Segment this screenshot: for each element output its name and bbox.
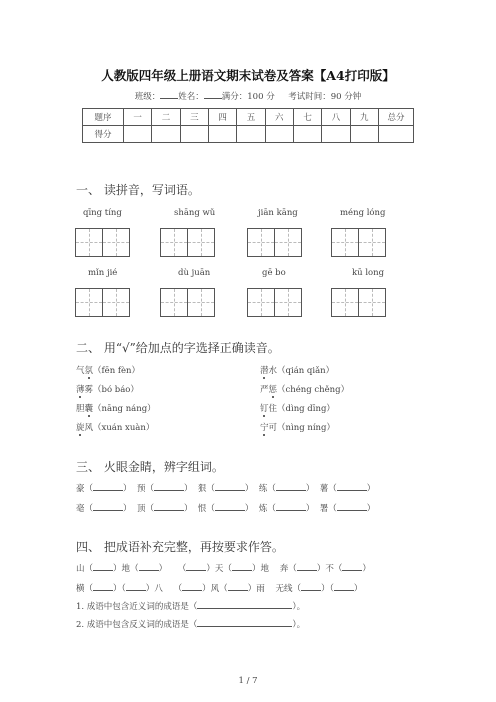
score-header-cell: 二 xyxy=(152,109,180,126)
answer-blank[interactable] xyxy=(334,582,354,591)
answer-blank[interactable] xyxy=(186,562,206,571)
question-text: 2. 成语中包含反义词的成语是 xyxy=(76,620,189,630)
char: 天 xyxy=(214,564,224,574)
answer-blank[interactable] xyxy=(301,582,321,591)
page-title: 人教版四年级上册语文期末试卷及答案【A4打印版】 xyxy=(101,68,395,83)
answer-blank[interactable] xyxy=(93,482,123,491)
reading-choice[interactable] xyxy=(76,402,156,414)
char: 薯 xyxy=(319,484,329,494)
full-score: 满分：100 分 xyxy=(221,92,275,102)
char: 恨 xyxy=(197,504,207,514)
writing-grid[interactable] xyxy=(75,288,130,317)
reading-options: （chéng chěng） xyxy=(277,385,350,395)
idiom-row: 山（ ）地（ ） （ ）天（ ）地 奔（ ）不（ ） xyxy=(76,564,371,574)
answer-blank[interactable] xyxy=(342,562,362,571)
answer-blank[interactable] xyxy=(93,582,113,591)
dotted-char: 旋 xyxy=(76,423,85,433)
answer-blank[interactable] xyxy=(93,562,113,571)
char: 风 xyxy=(210,584,220,594)
score-cell[interactable] xyxy=(322,126,350,143)
reading-options: （dìng dīng） xyxy=(277,404,335,414)
answer-blank[interactable] xyxy=(297,562,317,571)
char: 无线 xyxy=(275,584,293,594)
question-1: 1. 成语中包含近义词的成语是（ ）。 xyxy=(76,602,306,612)
char: 不 xyxy=(325,564,334,574)
char: 署 xyxy=(319,504,329,514)
answer-blank[interactable] xyxy=(93,502,123,511)
pinyin-label: jiān kāng xyxy=(258,208,298,218)
word-char: 严 xyxy=(260,385,269,395)
reading-choice[interactable] xyxy=(260,402,335,414)
char: 横 xyxy=(76,584,85,594)
score-cell[interactable] xyxy=(208,126,236,143)
answer-blank[interactable] xyxy=(215,482,245,491)
idiom-row: 横（ ）（ ）八 （ ）风（ ）雨 无线（ ）（ ） xyxy=(76,584,363,594)
writing-grid[interactable] xyxy=(75,228,130,257)
reading-options: （fēn fèn） xyxy=(93,366,141,376)
answer-blank[interactable] xyxy=(197,618,292,627)
score-table-score-row xyxy=(83,126,414,143)
dotted-char: 氛 xyxy=(84,366,94,376)
word-group-row: 豪（ ） 预（ ） 狠（ ） 练（ ） 薯（ ） xyxy=(76,484,376,494)
score-header-cell: 五 xyxy=(237,109,265,126)
writing-grid[interactable] xyxy=(247,228,302,257)
char: 山 xyxy=(76,564,85,574)
reading-choice[interactable] xyxy=(260,383,349,395)
section3-heading: 三、 火眼金睛，辨字组词。 xyxy=(76,460,224,474)
answer-blank[interactable] xyxy=(215,502,245,511)
dotted-char: 薄 xyxy=(76,385,85,395)
exam-time: 考试时间：90 分钟 xyxy=(288,92,362,102)
dotted-char: 潜 xyxy=(260,366,269,376)
reading-options: （nāng náng） xyxy=(93,404,156,414)
word-char: 气 xyxy=(76,366,85,376)
score-header-cell: 三 xyxy=(180,109,208,126)
answer-blank[interactable] xyxy=(276,482,306,491)
char: 炼 xyxy=(258,504,268,514)
word-char: 可 xyxy=(268,423,278,433)
score-table-header-row xyxy=(83,109,414,126)
char: 毫 xyxy=(76,504,85,514)
score-header-cell: 一 xyxy=(124,109,152,126)
answer-blank[interactable] xyxy=(232,562,252,571)
char: 八 xyxy=(154,584,163,594)
reading-options: （bó báo） xyxy=(93,385,139,395)
reading-options: （nìng níng） xyxy=(277,423,335,433)
pinyin-label: qīng tíng xyxy=(83,208,122,218)
dotted-char: 囊 xyxy=(84,404,94,414)
score-header-cell: 九 xyxy=(350,109,378,126)
pinyin-label: méng lóng xyxy=(340,208,386,218)
word-char: 胆 xyxy=(76,404,85,414)
reading-options: （xuán xuàn） xyxy=(93,423,155,433)
char: 狠 xyxy=(197,484,207,494)
section1-heading: 一、 读拼音，写词语。 xyxy=(76,183,200,197)
period: 。 xyxy=(296,620,306,630)
question-text: 1. 成语中包含近义词的成语是 xyxy=(76,602,189,612)
pinyin-label: dù juān xyxy=(178,268,211,278)
pinyin-label: gē bo xyxy=(262,268,286,278)
word-char: 风 xyxy=(84,423,94,433)
section4-heading: 四、 把成语补充完整，再按要求作答。 xyxy=(76,540,284,554)
word-group-row: 毫（ ） 顶（ ） 恨（ ） 炼（ ） 署（ ） xyxy=(76,504,376,514)
reading-choice[interactable] xyxy=(260,421,335,433)
score-header-cell: 八 xyxy=(322,109,350,126)
class-blank xyxy=(160,90,178,99)
score-cell[interactable] xyxy=(265,126,293,143)
page-number: 1 / 7 xyxy=(238,676,258,686)
answer-blank[interactable] xyxy=(228,582,248,591)
score-cell[interactable] xyxy=(124,126,152,143)
name-blank xyxy=(204,90,222,99)
char: 顶 xyxy=(136,504,146,514)
class-label: 班级： xyxy=(134,92,161,102)
score-header-cell: 七 xyxy=(293,109,321,126)
writing-grid[interactable] xyxy=(331,288,386,317)
pinyin-label: mǐn jié xyxy=(88,268,118,278)
answer-blank[interactable] xyxy=(276,502,306,511)
score-header-cell: 题序 xyxy=(83,109,124,126)
answer-blank[interactable] xyxy=(337,482,367,491)
question-2: 2. 成语中包含反义词的成语是（ ）。 xyxy=(76,620,306,630)
score-cell[interactable] xyxy=(237,126,265,143)
reading-options: （qián qiǎn） xyxy=(277,366,335,376)
reading-choice[interactable] xyxy=(76,364,140,376)
char: 地 xyxy=(121,564,131,574)
writing-grid[interactable] xyxy=(160,228,215,257)
answer-blank[interactable] xyxy=(182,582,202,591)
score-header-cell: 总分 xyxy=(379,109,414,126)
period: 。 xyxy=(296,602,306,612)
dotted-char: 钉 xyxy=(260,404,269,414)
score-cell[interactable] xyxy=(180,126,208,143)
char: 预 xyxy=(136,484,146,494)
char: 奔 xyxy=(279,564,289,574)
word-char: 水 xyxy=(268,366,278,376)
answer-blank[interactable] xyxy=(154,482,184,491)
word-char: 雾 xyxy=(84,385,94,395)
score-header-cell: 六 xyxy=(265,109,293,126)
score-header-cell: 四 xyxy=(208,109,236,126)
pinyin-label: kū long xyxy=(352,268,385,278)
answer-blank[interactable] xyxy=(197,600,292,609)
dotted-char: 宁 xyxy=(260,423,269,433)
char: 地 xyxy=(260,564,269,574)
char: 雨 xyxy=(256,584,265,594)
score-table xyxy=(82,108,414,143)
answer-blank[interactable] xyxy=(337,502,367,511)
score-cell[interactable] xyxy=(152,126,180,143)
answer-blank[interactable] xyxy=(126,582,146,591)
score-cell[interactable] xyxy=(350,126,378,143)
exam-info xyxy=(0,90,496,102)
writing-grid[interactable] xyxy=(160,288,215,317)
name-label: 姓名： xyxy=(178,92,204,102)
reading-choice[interactable] xyxy=(260,364,334,376)
score-cell[interactable] xyxy=(293,126,321,143)
score-cell[interactable] xyxy=(379,126,414,143)
char: 豪 xyxy=(76,484,85,494)
writing-grid[interactable] xyxy=(247,288,302,317)
answer-blank[interactable] xyxy=(139,562,159,571)
answer-blank[interactable] xyxy=(154,502,184,511)
word-char: 住 xyxy=(268,404,278,414)
score-row-label: 得分 xyxy=(83,126,124,143)
char: 练 xyxy=(258,484,268,494)
dotted-char: 惩 xyxy=(268,385,278,395)
writing-grid[interactable] xyxy=(331,228,386,257)
section2-heading: 二、 用“√”给加点的字选择正确读音。 xyxy=(76,341,280,355)
reading-choice[interactable] xyxy=(76,421,154,433)
pinyin-label: shāng wǔ xyxy=(174,208,216,218)
reading-choice[interactable] xyxy=(76,383,139,395)
